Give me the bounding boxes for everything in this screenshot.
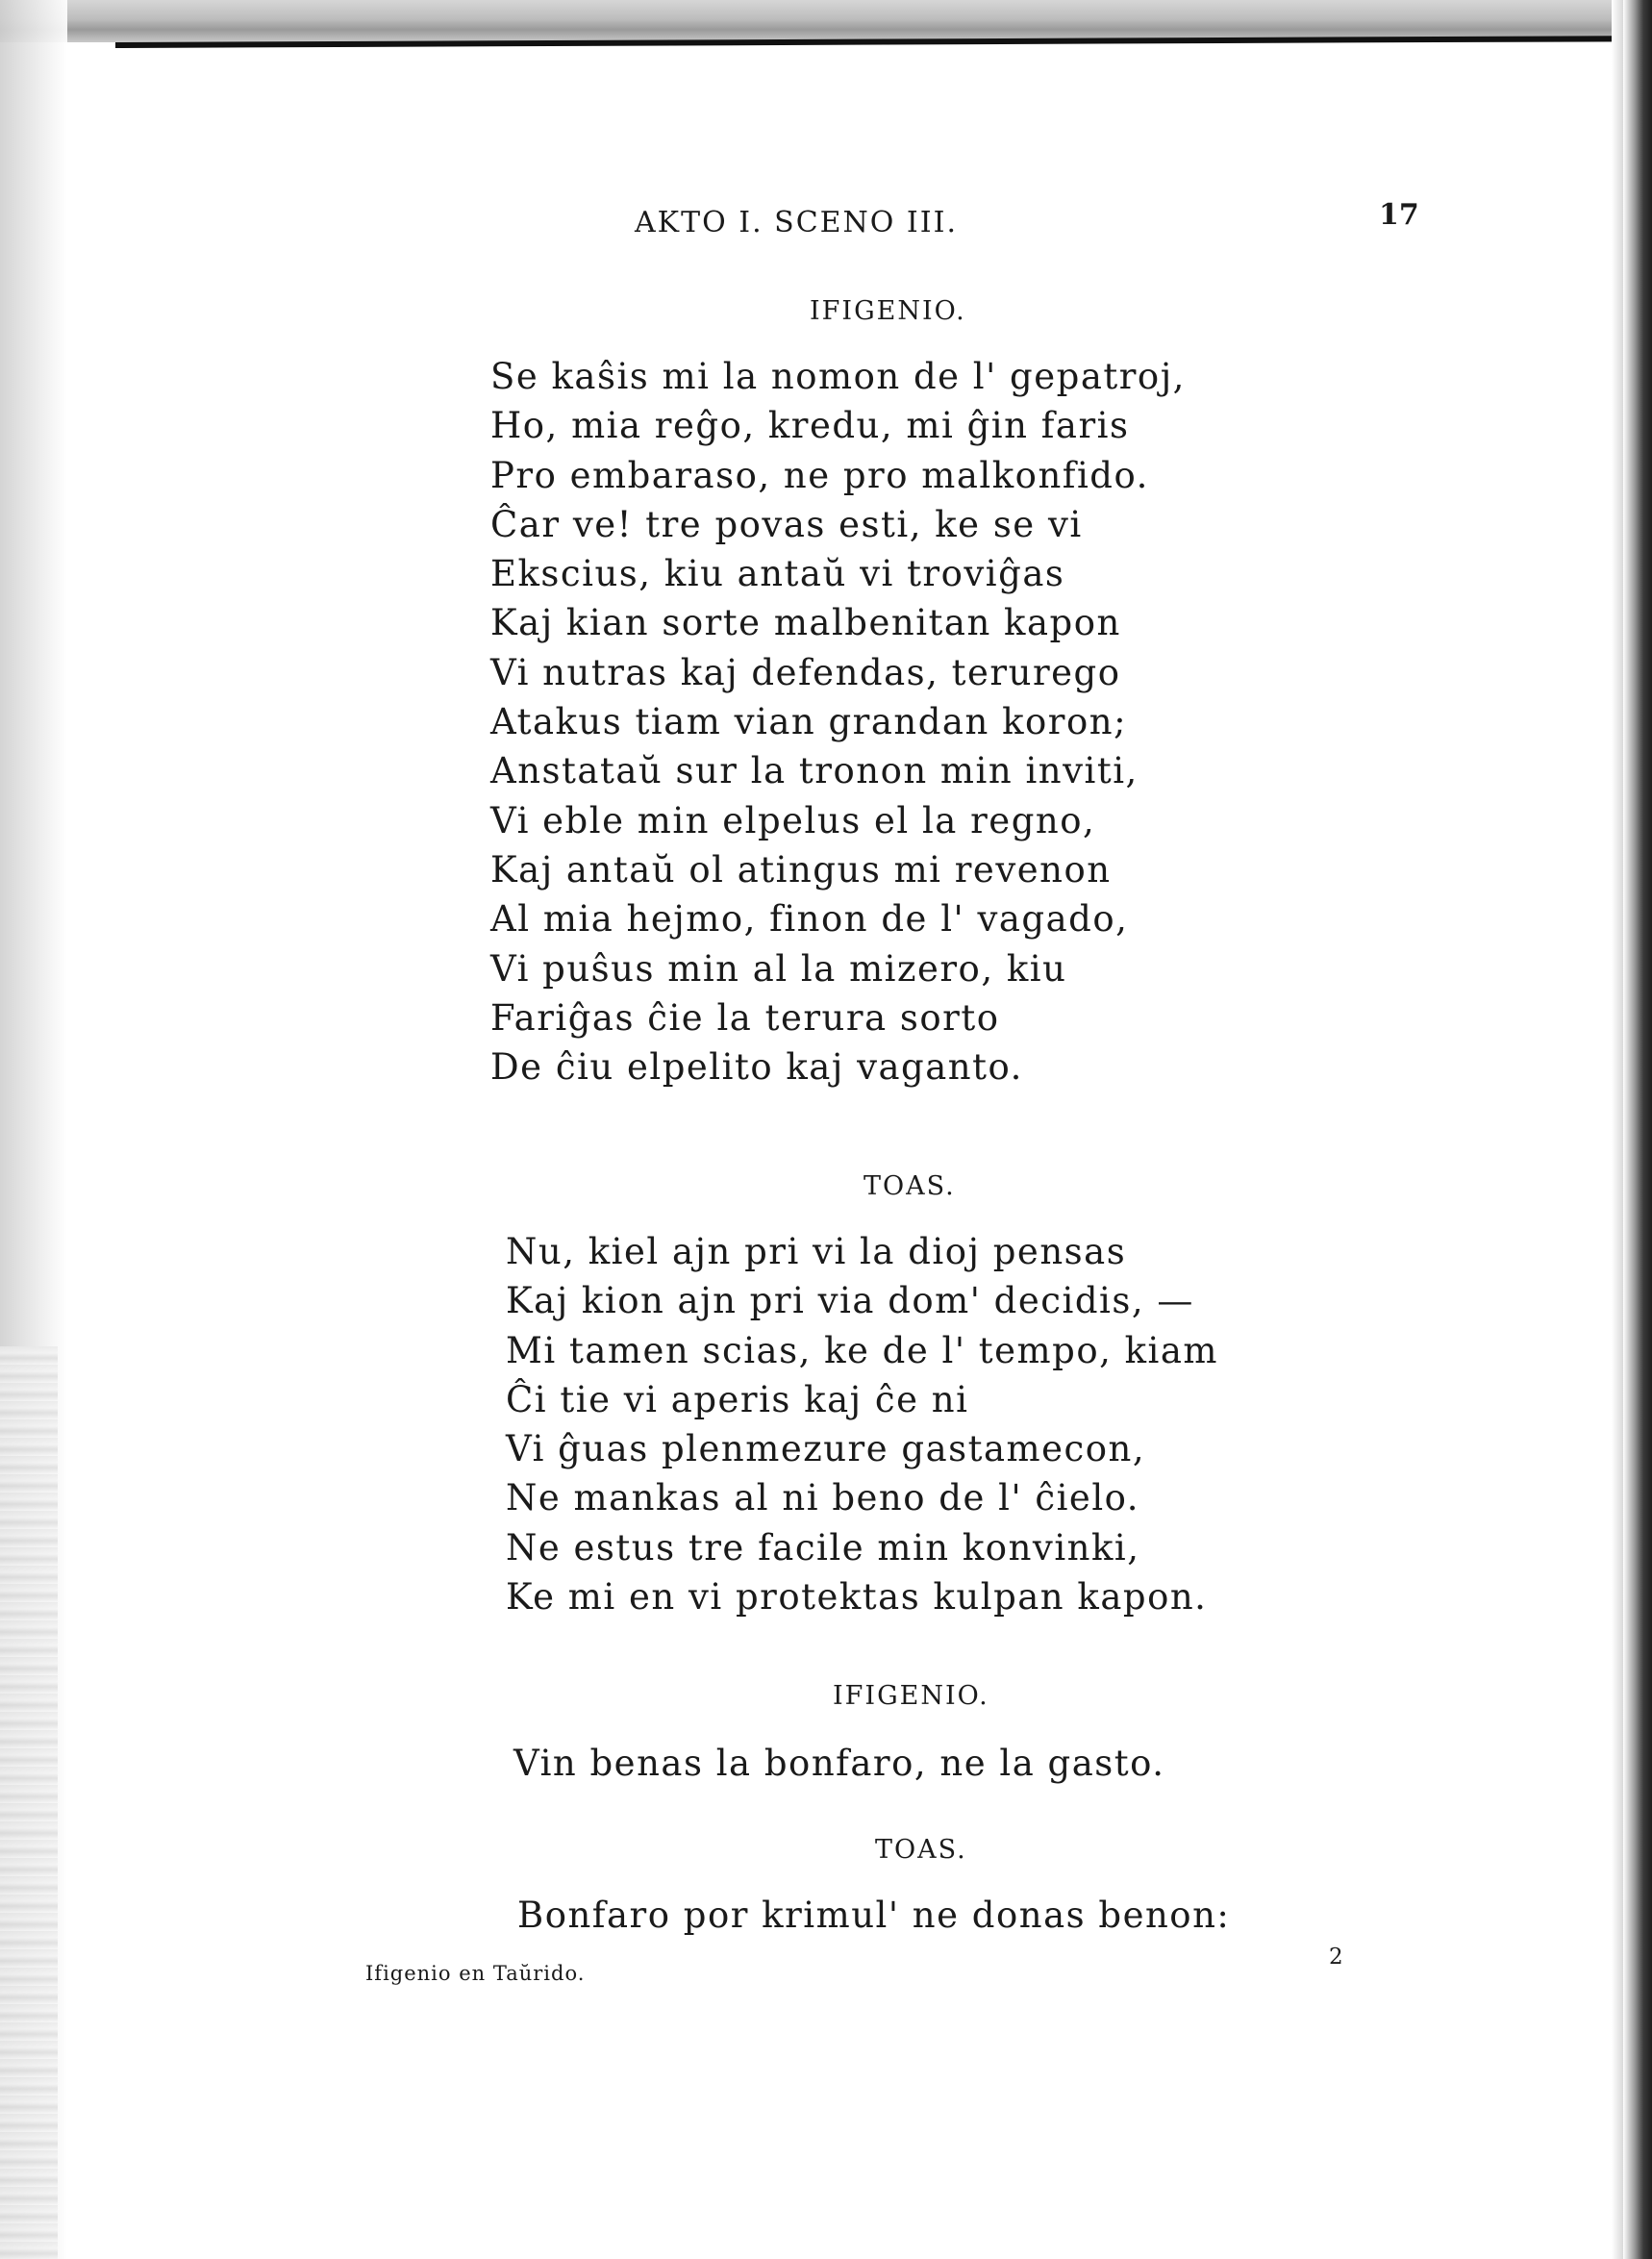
scan-left-speckle — [0, 1346, 58, 2259]
verse-line: Ne estus tre facile min konvinki, — [506, 1526, 1140, 1569]
scan-right-gradient — [1612, 0, 1623, 2259]
verse-line: Ho, mia reĝo, kredu, mi ĝin faris — [490, 405, 1130, 447]
running-head: AKTO I. SCENO III. — [635, 206, 959, 239]
speaker-name: TOAS. — [875, 1835, 967, 1865]
verse-line: Al mia hejmo, finon de l' vagado, — [490, 898, 1129, 941]
verse-line: Bonfaro por krimul' ne donas benon: — [517, 1895, 1231, 1936]
verse-line: Anstataŭ sur la tronon min inviti, — [490, 750, 1139, 792]
verse-line: Kaj antaŭ ol atingus mi revenon — [490, 848, 1112, 891]
verse-block — [490, 352, 1186, 1092]
speaker-name: TOAS. — [864, 1171, 956, 1201]
verse-line: Fariĝas ĉie la terura sorto — [490, 996, 1000, 1039]
speaker-name: IFIGENIO. — [810, 296, 966, 326]
verse-line: Kaj kian sorte malbenitan kapon — [490, 602, 1121, 644]
signature-mark: Ifigenio en Taŭrido. — [365, 1962, 586, 1985]
verse-line: Ne mankas al ni beno de l' ĉielo. — [506, 1477, 1140, 1519]
verse-line: Vin benas la bonfaro, ne la gasto. — [513, 1743, 1165, 1784]
verse-line: Nu, kiel ajn pri vi la dioj pensas — [506, 1231, 1127, 1272]
verse-line: De ĉiu elpelito kaj vaganto. — [490, 1046, 1023, 1089]
verse-block — [517, 1891, 1230, 1940]
verse-line: Se kaŝis mi la nomon de l' gepatroj, — [490, 356, 1186, 397]
verse-line: Pro embaraso, ne pro malkonfido. — [490, 454, 1149, 496]
verse-line: Vi nutras kaj defendas, terurego — [490, 651, 1121, 693]
verse-line: Ĉar ve! tre povas esti, ke se vi — [490, 503, 1083, 545]
verse-line: Mi tamen scias, ke de l' tempo, kiam — [506, 1329, 1219, 1371]
verse-line: Vi ĝuas plenmezure gastamecon, — [506, 1428, 1146, 1470]
verse-block — [513, 1739, 1165, 1788]
verse-line: Ke mi en vi protektas kulpan kapon. — [506, 1576, 1208, 1619]
verse-line: Kaj kion ajn pri via dom' decidis, — — [506, 1280, 1194, 1322]
verse-line: Atakus tiam vian grandan koron; — [490, 701, 1128, 743]
verse-line: Vi eble min elpelus el la regno, — [490, 799, 1096, 841]
sheet-number: 2 — [1329, 1945, 1343, 1970]
scan-right-shadow — [1623, 0, 1652, 2259]
verse-block — [506, 1227, 1218, 1621]
verse-line: Ekscius, kiu antaŭ vi troviĝas — [490, 553, 1065, 595]
speaker-name: IFIGENIO. — [833, 1681, 989, 1711]
verse-line: Vi puŝus min al la mizero, kiu — [490, 947, 1067, 990]
verse-line: Ĉi tie vi aperis kaj ĉe ni — [506, 1378, 969, 1420]
page-number: 17 — [1379, 198, 1419, 232]
